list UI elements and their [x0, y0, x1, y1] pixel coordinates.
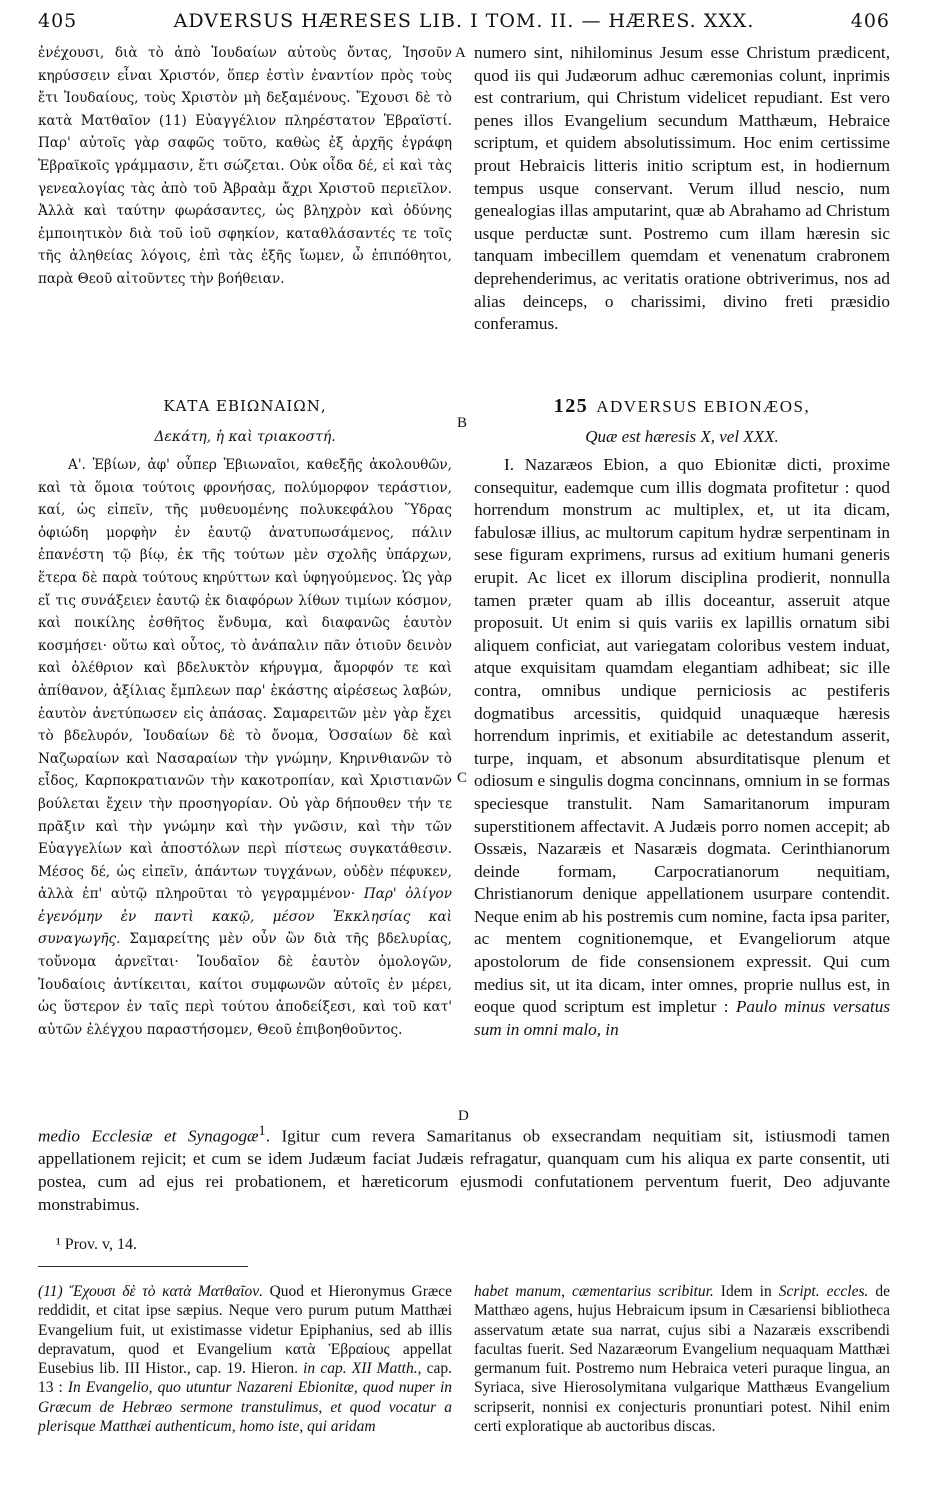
greek-column-body [38, 392, 452, 1041]
section-number: 125 [553, 395, 589, 417]
margin-letter-d: D [458, 1108, 469, 1124]
margin-letter-a: A [455, 45, 466, 61]
latin-paragraph-body [474, 454, 890, 1041]
note-right-text-c: Script. eccles. [778, 1283, 869, 1300]
greek-body-quote: Παρ' ὀλίγον ἐγενόμην ἐν παντὶ κακῷ, μέσον Ἐκκλησίας καὶ συναγωγῆς. [38, 886, 452, 948]
full-width-paragraph [38, 1120, 890, 1216]
footnote-divider [38, 1266, 248, 1267]
running-header [38, 8, 890, 38]
greek-paragraph-body [38, 454, 452, 1041]
note-left-text-a: Quod et Hieronymus Græce reddidit, et citat ipse sæpius. Neque vero purum putum Matthæi Evangelium fuit, ut existimasse videtur Epiphanius, sed ab illis depravatum, quod et Evangelium κατὰ Ἑβραίους appellat Eusebius lib. III Histor., cap. 19. Hieron. [38, 1283, 452, 1378]
full-width-text: . Igitur cum revera Samaritanus ob exsecrandam nequitiam sit, istiusmodi tamen appellationem rejicit; et cum se idem Judæum faciat Judæis refragatur, quanquam cum his aliqua ex parte consentit, uti postea, cum ad ejus rei probationem, et hæreticorum ejusmodi confutationem perventum fuerit, Deo adjuvante monstrabimus. [38, 1126, 890, 1214]
latin-body-quote: Paulo minus versatus sum in omni malo, in [474, 997, 891, 1039]
full-width-quote: medio Ecclesiæ et Synagogæ [38, 1126, 259, 1146]
note-left-text-d: In Evangelio, quo utuntur Nazareni Ebionitæ, quod nuper in Græcum de Hebræo sermone transtulimus, et quod vocatur a plerisque Matthæi authenticum, homo iste, qui aridam [38, 1379, 453, 1436]
running-title: ADVERSUS HÆRESES LIB. I TOM. II. — HÆRES. XXX. [173, 10, 755, 32]
latin-section-heading [474, 392, 890, 420]
greek-section-subtitle: Δεκάτη, ἡ καὶ τριακοστή. [154, 429, 336, 445]
footnote-marker: 1 [258, 1123, 266, 1139]
greek-body-end: Σαμαρείτης μὲν οὖν ὢν διὰ τῆς βδελυρίας, τοὔνομα ἀρνεῖται· Ἰουδαῖον δὲ ἑαυτὸν ὁμολογῶν, Ἰουδαίοις ἀντίκειται, καίτοι συμφωνῶν αὐτοῖς ἐν μέρει, ὡς ὕστερον ἐν ταῖς περὶ τούτου ἀποδείξεσι, καὶ τοῦ κατ' αὐτῶν ἐλέγχου παραστήσομεν, Θεοῦ ἐπιβοηθοῦντος. [38, 931, 452, 1038]
greek-paragraph-top: ἐνέχουσι, διὰ τὸ ἀπὸ Ἰουδαίων αὐτοὺς ὄντας, Ἰησοῦν κηρύσσειν εἶναι Χριστόν, ὅπερ ἐστὶν ἐναντίον πρὸς τοὺς ἔτι Ἰουδαίους, τοὺς Χριστὸν μὴ δεξαμένους. Ἔχουσι δὲ τὸ κατὰ Ματθαῖον (11) Εὐαγγέλιον πληρέστατον Ἑβραϊστί. Παρ' αὐτοῖς γὰρ σαφῶς τοῦτο, καθὼς ἐξ ἀρχῆς ἐγράφη Ἑβραϊκοῖς γράμμασιν, ἔτι σώζεται. Οὐκ οἶδα δέ, εἰ καὶ τὰς γενεαλογίας τὰς ἀπὸ τοῦ Ἀβραὰμ ἄχρι Χριστοῦ περιεῖλον. Ἀλλὰ καὶ ταύτην φωράσαντες, ὡς βληχρὸν καὶ ὀδύνης ἐμποιητικὸν διὰ τοῦ ἰοῦ σφηκίον, καταθλάσαντές τε τοῖς τῆς ἀληθείας λόγοις, ἐπὶ τὰς ἑξῆς ἴωμεν, ὦ ἐπιπόθητοι, παρὰ Θεοῦ αἰτοῦντες τὴν βοήθειαν. [38, 45, 452, 287]
note-right-text-a: habet manum, cæmentarius scribitur. [474, 1283, 714, 1300]
greek-body-text: Α'. Ἐβίων, ἀφ' οὗπερ Ἐβιωναῖοι, καθεξῆς ἀκολουθῶν, καὶ τὰ ὅμοια τούτοις φρονήσας, πολύμορφον τεράστιον, καί, ὡς εἰπεῖν, τῆς μυθευομένης πολυκεφάλου Ὕδρας ὀφιώδη μορφὴν ἐν ἑαυτῷ ἀνατυπωσάμενος, πάλιν ἐπανέστη τῷ βίῳ, ἐκ τῆς τούτων μὲν σχολῆς ὑπάρχων, ἕτερα δὲ παρὰ τούτους κηρύττων καὶ ὑφηγούμενος. Ὡς γὰρ εἴ τις συνάξειεν ἑαυτῷ ἐκ διαφόρων λίθων τιμίων κόσμον, καὶ ποικίλης ἐσθῆτος ἔνδυμα, καὶ διαφανῶς ἑαυτὸν κοσμήσει· οὕτω καὶ οὗτος, τὸ ἀνάπαλιν πᾶν ὁτιοῦν δεινὸν καὶ ὀλέθριον καὶ βδελυκτὸν κήρυγμα, ἄμορφόν τε καὶ ἀπίθανον, ἀξίλιας ἔμπλεων παρ' ἑκάστης αἱρέσεως λαβών, ἑαυτὸν ἀνετύπωσεν εἰς ἁπάσας. Σαμαρειτῶν μὲν γὰρ ἔχει τὸ βδελυρόν, Ἰουδαίων δὲ τὸ ὄνομα, Ὀσσαίων δὲ καὶ Ναζωραίων καὶ Νασαραίων τὴν γνώμην, Κηρινθιανῶν τὸ εἶδος, Καρποκρατιανῶν τὴν κακοτροπίαν, καὶ Χριστιανῶν βούλεται ἔχειν τὴν προσηγορίαν. Οὐ γὰρ δήπουθεν τήν τε πρᾶξιν καὶ τὴν γνώμην καὶ τὴν γνῶσιν, καὶ τὴν τῶν Εὐαγγελίων καὶ ἀποστόλων περὶ πίστεως συγκατάθεσιν. Μέσος δέ, ὡς εἰπεῖν, ἁπάντων τυγχάνων, οὐδὲν πέφυκεν, ἀλλὰ ἐπ' αὐτῷ πληροῦται τὸ γεγραμμένον· [38, 457, 452, 903]
note-column-left [38, 1282, 452, 1436]
latin-heading-title: ADVERSUS EBIONÆOS, [596, 397, 811, 416]
latin-column-body [474, 392, 890, 1041]
note-left-text-c: , cap. 13 : [38, 1360, 452, 1397]
latin-section-subtitle: Quæ est hæresis X, vel XXX. [585, 427, 779, 446]
note-left-text-b: in cap. XII Matth. [303, 1360, 418, 1378]
note-lead: (11) Ἔχουσι δὲ τὸ κατὰ Ματθαῖον. [38, 1283, 264, 1300]
margin-letter-b: B [457, 415, 468, 431]
margin-letter-c: C [457, 770, 468, 786]
note-column-right [474, 1282, 890, 1436]
greek-section-heading: ΚΑΤΑ ΕΒΙΩΝΑΙΩΝ, [163, 397, 327, 415]
note-right-text-b: Idem in [720, 1283, 772, 1300]
scripture-footnote: ¹ Prov. v, 14. [56, 1236, 137, 1253]
page-number-left: 405 [38, 10, 78, 32]
latin-paragraph-top: numero sint, nihilominus Jesum esse Christum prædicent, quod iis qui Judæorum adhuc cæremonias colunt, inprimis est contrarium, qui Christum videlicet repudiant. Est vero penes illos Evangelium secundum Matthæum, Hebraice scriptum, et quidem absolutissimum. Hoc enim certissime prout Hebraicis litteris initio scriptum est, in hodiernum tempus usque conservant. Verum illud nescio, num genealogias illas amputarint, quæ ab Abrahamo ad Christum usque perductæ sunt. Postremo cum illam hæresin sic tanquam imbecillem quemdam et venenatum crabronem deprehenderimus, ac veritatis oratione obtriverimus, nos ad alias deinceps, o charissimi, divino freti præsidio conferamus. [474, 43, 890, 334]
latin-body-text: I. Nazaræos Ebion, a quo Ebionitæ dicti, proxime consequitur, eademque cum illis dogmata profitetur : quod horrendum monstrum ac multiplex, et, ut ita dicam, fabulosæ illius, ac multorum capitum hydræ serpentinam in sese figuram exprimens, rursus ad exitium humani generis erupit. Ac licet ex illorum disciplina prodierit, nonnulla tamen præter quam ab illis doceantur, asseruit atque proposuit. Ut enim si quis variis ex lapillis ornatum sibi aliquem conficiat, aut variegatam coloribus vestem induat, atque exquisitam quamdam elegantiam adhibeat; sic ille contra, omnibus undique perniciosis ac pestiferis dogmatibus arcessitis, quidquid unaquæque hæresis horrendum inprimis, et exitiabile ac detestandum asserit, turpe, inquam, et absonum absurditatisque plenum et odiosum e singulis dogma concinnans, omnium in se formas speciesque transtulit. Nam Samaritanorum impuram superstitionem affectavit. A Judæis porro nomen accepit; ab Ossæis, Nazaræis et Nasaræis dogmata. Cerinthianorum deinde formam, Carpocratianorum nequitiam, Christianorum denique appellationem usurpare contendit. Neque enim ab his postremis cum nomine, facta ipsa pariter, ac mentem cognitionemque, et Evangeliorum atque apostolorum de fide consensionem expressit. Qui cum medius sit, ut ita dicam, inter omnes, proprie nullus est, in eoque quod scriptum est impletur : [474, 455, 890, 1017]
note-right-text-d: de Matthæo agens, hujus Hebraicum ipsum in Cæsariensi bibliotheca asservatum ætate sua narrat, cujus sibi a Nazaræis exscribendi facultas fuerit. Sed Nazaræorum Evangelium nequaquam Matthæi germanum fuit. Postremo num Hebraica veteri puraque lingua, an Syriaca, sive Hierosolymitana vulgarique Matthæus Evangelium scripserit, nonnisi ex conjecturis pronuntiari potest. Nihil enim certi exploratique ab auctoribus discas. [474, 1283, 891, 1436]
greek-column-top [38, 42, 452, 291]
latin-column-top [474, 42, 890, 336]
page-number-right: 406 [850, 10, 890, 32]
